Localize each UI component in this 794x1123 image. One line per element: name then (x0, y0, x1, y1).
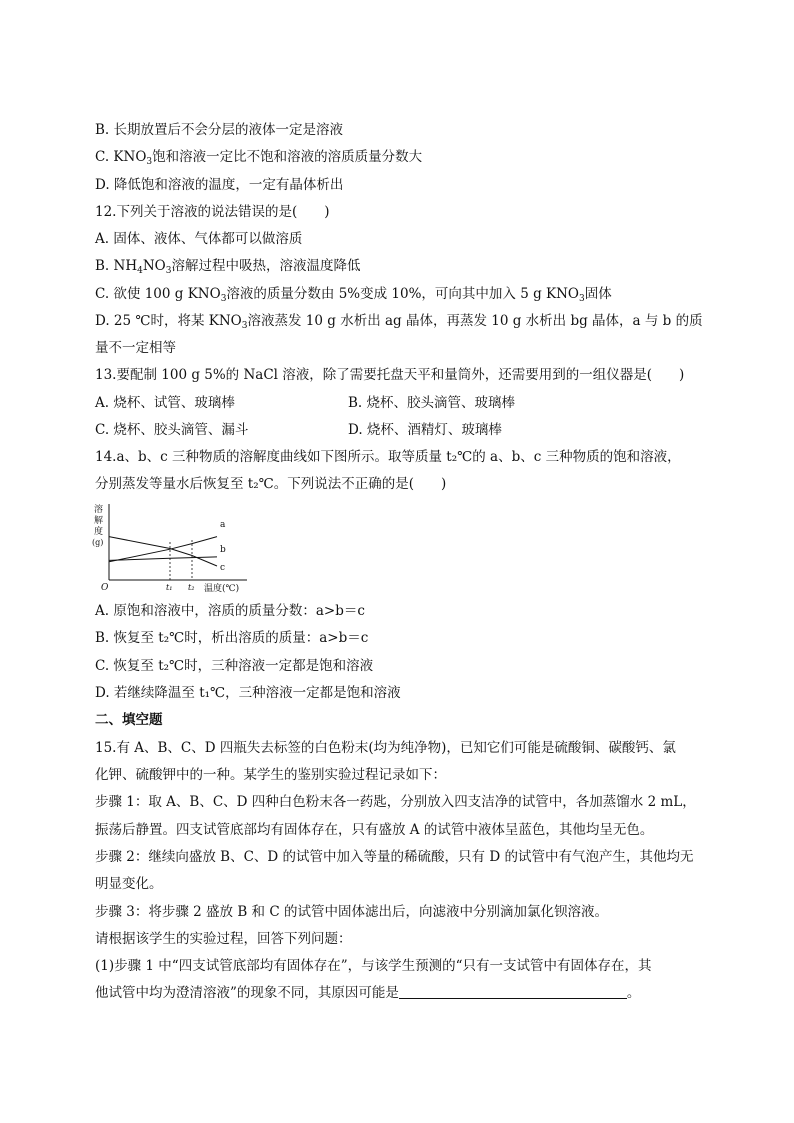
q13-stem: 13.要配制 100 g 5%的 NaCl 溶液，除了需要托盘天平和量筒外，还需要用到的一组仪器是( ) (95, 367, 685, 383)
q15-step2-line2: 明显变化。 (95, 876, 163, 892)
q15-step2-line1: 步骤 2：继续向盛放 B、C、D 的试管中加入等量的稀硫酸，只有 D 的试管中有气泡产生，其他均无 (95, 849, 694, 865)
q15-sub1-line2: 他试管中均为澄清溶液”的现象不同，其原因可能是 。 (95, 985, 641, 1001)
q12-option-a: A. 固体、液体、气体都可以做溶质 (95, 231, 303, 247)
q15-step1-line2: 振荡后静置。四支试管底部均有固体存在，只有盛放 A 的试管中液体呈蓝色，其他均呈无色。 (95, 822, 654, 838)
section-title: 二、填空题 (95, 712, 163, 728)
q14-stem-line2: 分别蒸发等量水后恢复至 t₂℃。下列说法不正确的是( ) (95, 476, 447, 492)
curve-a (109, 537, 217, 562)
q15-step1-line1: 步骤 1：取 A、B、C、D 四种白色粉末各一药匙，分别放入四支洁净的试管中，各加蒸馏水 2 mL， (95, 794, 696, 810)
solubility-curve-chart (92, 502, 252, 598)
tick-label-t2: t₂ (188, 583, 195, 592)
y-axis-label-char-2: 解 (94, 516, 104, 526)
y-axis-label-char-1: 溶 (94, 505, 104, 515)
series-label-c: c (220, 563, 226, 573)
q12-stem: 12.下列关于溶液的说法错误的是( ) (95, 204, 330, 220)
series-label-a: a (220, 520, 226, 530)
q11-option-d: D. 降低饱和溶液的温度，一定有晶体析出 (95, 177, 344, 193)
q11-option-c: C. $KNO_3$饱和溶液一定比不饱和溶液的溶质质量分数大 (95, 149, 423, 167)
q11-option-b: B. 长期放置后不会分层的液体一定是溶液 (95, 122, 344, 138)
q14-option-d: D. 若继续降温至 t₁℃，三种溶液一定都是饱和溶液 (95, 685, 401, 701)
y-axis-label-char-3: 度 (94, 527, 104, 537)
q14-option-a: A. 原饱和溶液中，溶质的质量分数：a>b＝c (95, 603, 365, 619)
q12-option-b: B. $NH_4NO_3$溶解过程中吸热，溶液温度降低 (95, 258, 361, 276)
tick-label-t1: t₁ (166, 583, 173, 592)
q14-option-c: C. 恢复至 t₂℃时，三种溶液一定都是饱和溶液 (95, 658, 374, 674)
q13-option-c: C. 烧杯、胶头滴管、漏斗 (95, 422, 249, 438)
q12-option-d: D. 25 ℃时，将某 $KNO_3$溶液蒸发 10 g 水析出 ag 晶体，再蒸发 10 g 水析出 bg 晶体，a 与 b 的质 (95, 313, 703, 331)
q15-stem-line2: 化钾、硫酸钾中的一种。某学生的鉴别实验过程记录如下： (95, 767, 446, 783)
q15-sub1-line1: (1)步骤 1 中“四支试管底部均有固体存在”，与该学生预测的“只有一支试管中有固体存在，其 (95, 958, 652, 974)
series-label-b: b (220, 545, 226, 555)
q13-option-b: B. 烧杯、胶头滴管、玻璃棒 (348, 395, 516, 411)
answer-blank[interactable] (399, 985, 627, 999)
q13-option-d: D. 烧杯、酒精灯、玻璃棒 (348, 422, 502, 438)
q13-option-a: A. 烧杯、试管、玻璃棒 (95, 395, 235, 411)
q15-step3: 步骤 3：将步骤 2 盛放 B 和 C 的试管中固体滤出后，向滤液中分别滴加氯化钡溶液。 (95, 904, 608, 920)
q15-prompt: 请根据该学生的实验过程，回答下列问题： (95, 931, 352, 947)
q12-option-c: C. 欲使 100 g $KNO_3$溶液的质量分数由 5%变成 10%，可向其中加入 5 g $KNO_3$固体 (95, 286, 612, 304)
x-axis-label: 温度(℃) (204, 584, 240, 594)
q14-option-b: B. 恢复至 t₂℃时，析出溶质的质量：a>b＝c (95, 630, 369, 646)
q14-stem-line1: 14.a、b、c 三种物质的溶解度曲线如下图所示。取等质量 t₂℃的 a、b、c 三种物质的饱和溶液， (95, 449, 681, 465)
q15-stem-line1: 15.有 A、B、C、D 四瓶失去标签的白色粉末(均为纯净物)，已知它们可能是硫酸铜、碳酸钙、氯 (95, 740, 676, 756)
y-axis-label-char-4: (g) (92, 538, 104, 547)
q12-option-d-continued: 量不一定相等 (95, 340, 176, 356)
origin-label: O (101, 583, 109, 593)
